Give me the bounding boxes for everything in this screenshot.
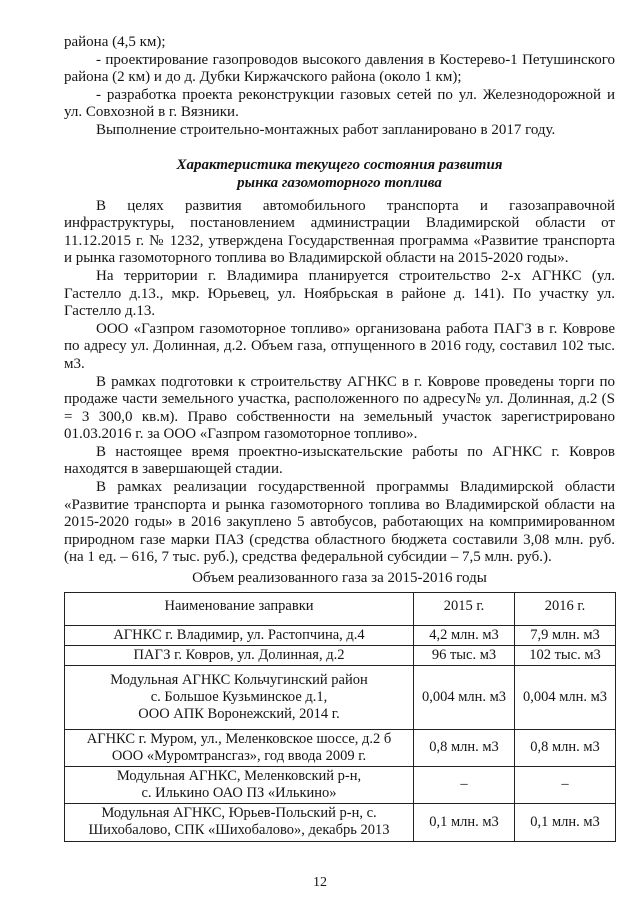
cell-station-name (65, 665, 414, 729)
cell-2015-volume: 0,004 млн. м3 (414, 665, 515, 729)
station-name-line: АГНКС г. Владимир, ул. Растопчина, д.4 (113, 626, 365, 643)
section-heading-line-2: рынка газомоторного топлива (237, 174, 442, 191)
station-name-line: с. Илькино ОАО ПЗ «Илькино» (141, 784, 337, 801)
table-row (65, 665, 616, 729)
paragraph-vladimir-agnks: На территории г. Владимира планируется строительство 2-х АГНКС (ул. Гастелло д.13., мкр. Юрьевец, ул. Ноябрьская в районе д. 141). По участку ул. Гастелло д.13. (64, 267, 615, 320)
gas-volume-table (64, 592, 616, 842)
header-year-2015: 2015 г. (414, 592, 515, 625)
page-content (64, 34, 615, 842)
station-name-line: Модульная АГНКС Кольчугинский район (110, 671, 368, 688)
header-station-name: Наименование заправки (65, 592, 414, 625)
station-name-line: АГНКС г. Муром, ул., Меленковское шоссе, д.2 б (86, 730, 392, 747)
table-row (65, 766, 616, 803)
table-title: Объем реализованного газа за 2015-2016 годы (192, 570, 487, 587)
section-heading-line-1: Характеристика текущего состояния развития (176, 156, 503, 173)
section-heading (64, 156, 615, 192)
cell-station-name (65, 803, 414, 841)
cell-station-name (65, 645, 414, 665)
table-row (65, 645, 616, 665)
cell-2015-volume: 96 тыс. м3 (414, 645, 515, 665)
table-row (65, 803, 616, 841)
cell-2016-volume: 102 тыс. м3 (515, 645, 616, 665)
station-name-line: Модульная АГНКС, Меленковский р-н, (116, 767, 362, 784)
station-name-line: ООО АПК Воронежский, 2014 г. (138, 705, 340, 722)
intro-bullet-gas-pipelines: - проектирование газопроводов высокого давления в Костерево-1 Петушинского района (2 км) и до д. Дубки Киржачского района (около 1 км); (64, 51, 615, 86)
table-row (65, 729, 616, 766)
intro-line-1: района (4,5 км); (64, 34, 166, 50)
cell-2015-volume: 0,1 млн. м3 (414, 803, 515, 841)
cell-station-name (65, 766, 414, 803)
station-name-line: Шихобалово, СПК «Шихобалово», декабрь 2013 (88, 822, 390, 839)
station-name-line: Модульная АГНКС, Юрьев-Польский р-н, с. (101, 805, 377, 822)
cell-station-name (65, 729, 414, 766)
paragraph-design-works: В настоящее время проектно-изыскательские работы по АГНКС г. Ковров находятся в завершающей стадии. (64, 443, 615, 478)
paragraph-buses-purchase: В рамках реализации государственной программы Владимирской области «Развитие транспорта и рынка газомоторного топлива во Владимирской области на 2015-2020 годы» в 2016 закуплено 5 автобусов, работающих на компримированном природном газе марки ПАЗ (средства областного бюджета составили 3,08 млн. руб. (на 1 ед. – 616, 7 тыс. руб.), средства федеральной субсидии – 7,5 млн. руб.). (64, 479, 615, 566)
paragraph-state-program: В целях развития автомобильного транспорта и газозаправочной инфраструктуры, постановлением администрации Владимирской области от 11.12.2015 г. № 1232, утверждена Государственная программа «Развитие транспорта и рынка газомоторного топлива во Владимирской области на 2015-2020 годы». (64, 197, 615, 267)
cell-2016-volume: 0,1 млн. м3 (515, 803, 616, 841)
cell-station-name (65, 625, 414, 645)
cell-2016-volume: 7,9 млн. м3 (515, 625, 616, 645)
cell-2016-volume: – (515, 766, 616, 803)
table-body (65, 625, 616, 841)
station-name-line: ООО «Муромтрансгаз», год ввода 2009 г. (111, 747, 367, 764)
paragraph-land-auction: В рамках подготовки к строительству АГНКС в г. Коврове проведены торги по продаже части земельного участка, расположенного по адресу№ ул. Долинная, д.2 (S = 3 300,0 кв.м). Право собственности на земельный участок зарегистрировано 01.03.2016 г. за ООО «Газпром газомоторное топливо». (64, 373, 615, 443)
table-header-row (65, 592, 616, 625)
cell-2015-volume: 0,8 млн. м3 (414, 729, 515, 766)
table-row (65, 625, 616, 645)
cell-2015-volume: – (414, 766, 515, 803)
header-year-2016: 2016 г. (515, 592, 616, 625)
cell-2016-volume: 0,8 млн. м3 (515, 729, 616, 766)
page-number: 12 (313, 875, 327, 890)
intro-bullet-reconstruction-project: - разработка проекта реконструкции газовых сетей по ул. Железнодорожной и ул. Совхозной в г. Вязники. (64, 86, 615, 121)
station-name-line: ПАГЗ г. Ковров, ул. Долинная, д.2 (133, 646, 345, 663)
cell-2015-volume: 4,2 млн. м3 (414, 625, 515, 645)
station-name-line: с. Большое Кузьминское д.1, (150, 688, 328, 705)
intro-works-planned: Выполнение строительно-монтажных работ запланировано в 2017 году. (96, 121, 556, 138)
paragraph-pagz-kovrov: ООО «Газпром газомоторное топливо» организована работа ПАГЗ в г. Коврове по адресу ул. Долинная, д.2. Объем газа, отпущенного в 2016 году, составил 102 тыс. м3. (64, 320, 615, 372)
cell-2016-volume: 0,004 млн. м3 (515, 665, 616, 729)
